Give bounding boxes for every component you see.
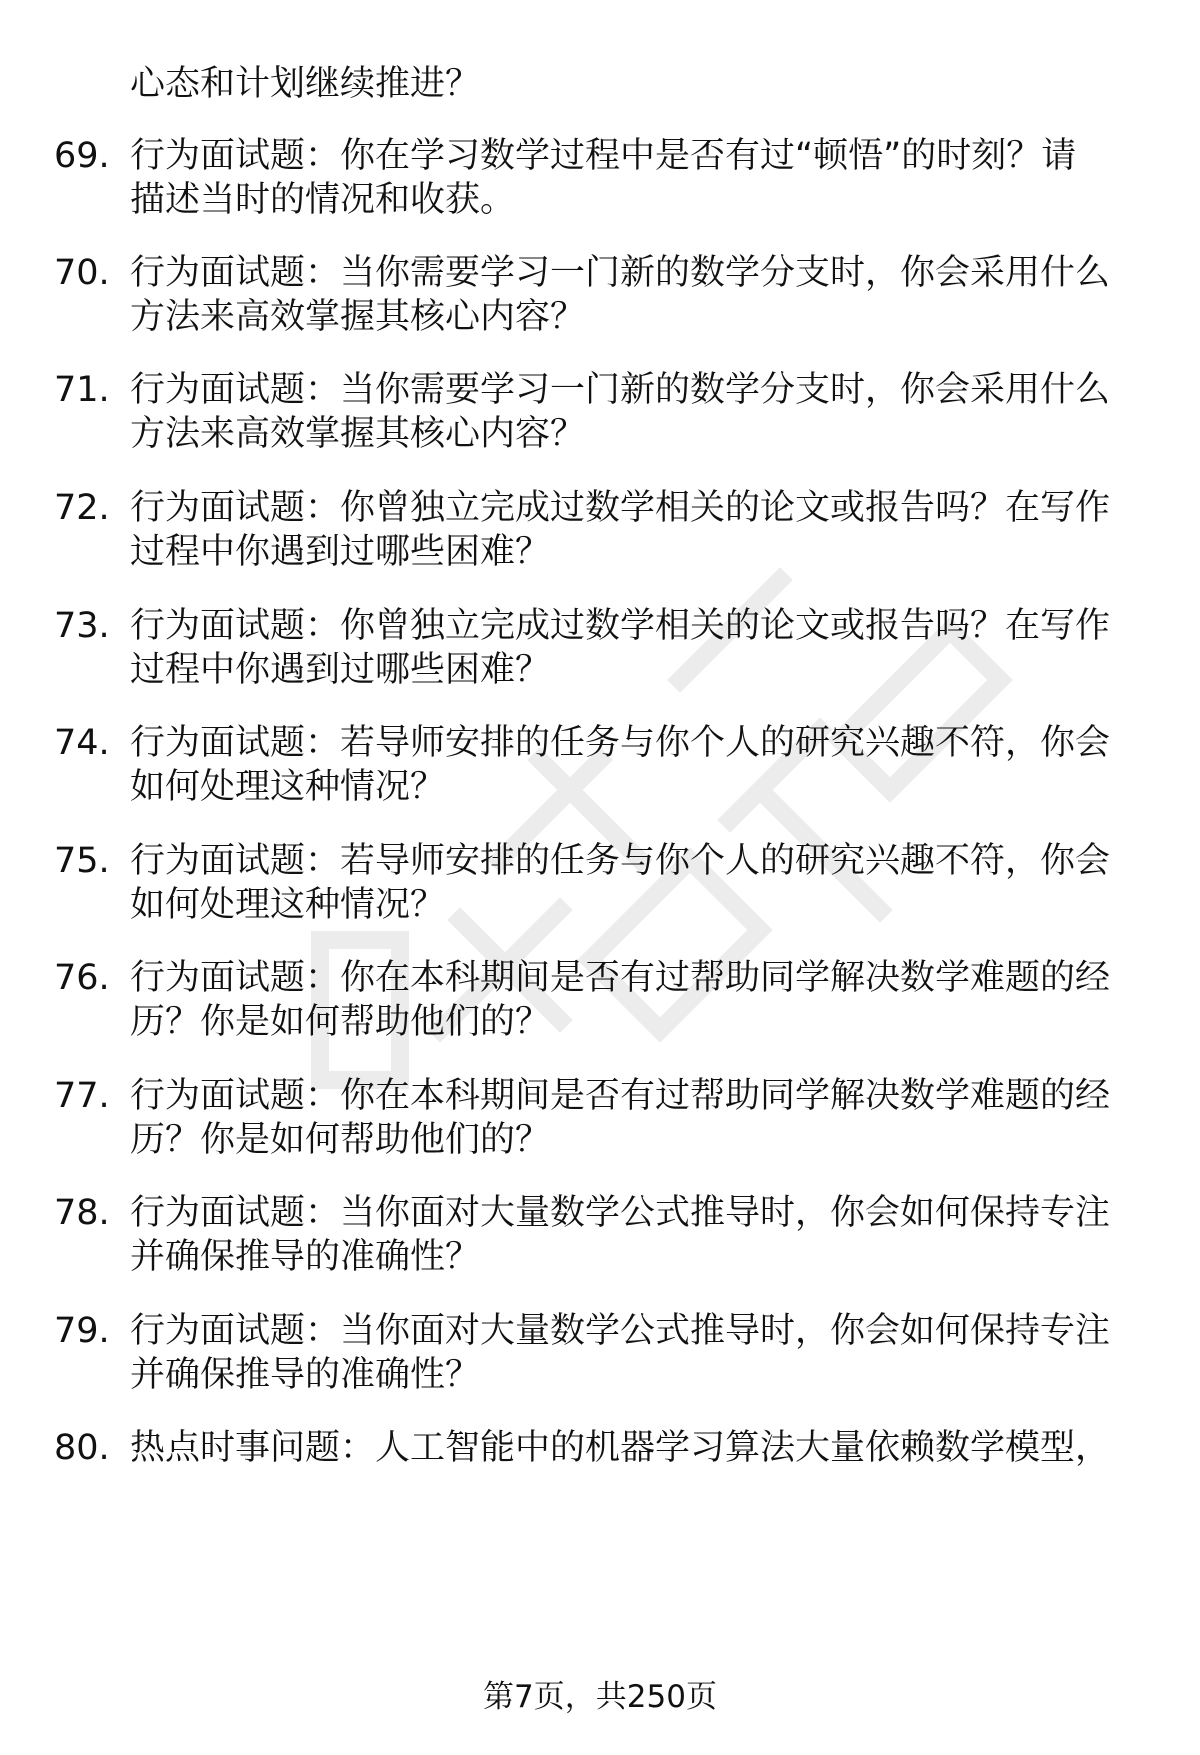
item-text-line1: 行为面试题：若导师安排的任务与你个人的研究兴趣不符，你会 [130, 723, 1111, 763]
item-text-line1: 热点时事问题：人工智能中的机器学习算法大量依赖数学模型， [130, 1428, 1111, 1468]
item-text-line2: 并确保推导的准确性？ [130, 1237, 481, 1277]
continuation-line: 心态和计划继续推进？ [130, 64, 481, 104]
item-text-line1: 行为面试题：当你面对大量数学公式推导时，你会如何保持专注 [130, 1193, 1111, 1233]
item-text-line2: 如何处理这种情况？ [130, 885, 446, 925]
item-text-line2: 方法来高效掌握其核心内容？ [130, 297, 586, 337]
item-text-line2: 过程中你遇到过哪些困难？ [130, 532, 551, 572]
item-text-line1: 行为面试题：你曾独立完成过数学相关的论文或报告吗？在写作 [130, 488, 1111, 528]
item-text-line2: 历？你是如何帮助他们的？ [130, 1002, 551, 1042]
item-text-line2: 方法来高效掌握其核心内容？ [130, 414, 586, 454]
item-number: 80. [54, 1428, 110, 1468]
item-text-line2: 如何处理这种情况？ [130, 767, 446, 807]
item-number: 70. [54, 253, 110, 293]
item-number: 71. [54, 370, 110, 410]
item-number: 78. [54, 1193, 110, 1233]
item-text-line1: 行为面试题：你曾独立完成过数学相关的论文或报告吗？在写作 [130, 606, 1111, 646]
item-text-line2: 描述当时的情况和收获。 [130, 180, 516, 220]
item-text-line1: 行为面试题：你在本科期间是否有过帮助同学解决数学难题的经 [130, 1076, 1111, 1116]
item-number: 69. [54, 136, 110, 176]
item-text-line1: 行为面试题：若导师安排的任务与你个人的研究兴趣不符，你会 [130, 841, 1111, 881]
item-number: 76. [54, 958, 110, 998]
item-text-line1: 行为面试题：当你面对大量数学公式推导时，你会如何保持专注 [130, 1311, 1111, 1351]
item-text-line2: 并确保推导的准确性？ [130, 1355, 481, 1395]
item-text-line1: 行为面试题：你在本科期间是否有过帮助同学解决数学难题的经 [130, 958, 1111, 998]
item-text-line1: 行为面试题：当你需要学习一门新的数学分支时，你会采用什么 [130, 370, 1111, 410]
item-text-line2: 历？你是如何帮助他们的？ [130, 1120, 551, 1160]
item-number: 73. [54, 606, 110, 646]
page-footer: 第7页，共250页 [483, 1679, 717, 1715]
item-number: 75. [54, 841, 110, 881]
item-number: 79. [54, 1311, 110, 1351]
item-number: 72. [54, 488, 110, 528]
item-text-line1: 行为面试题：当你需要学习一门新的数学分支时，你会采用什么 [130, 253, 1111, 293]
item-text-line2: 过程中你遇到过哪些困难？ [130, 650, 551, 690]
item-number: 74. [54, 723, 110, 763]
item-text-line1: 行为面试题：你在学习数学过程中是否有过“顿悟”的时刻？请 [130, 136, 1077, 176]
item-number: 77. [54, 1076, 110, 1116]
